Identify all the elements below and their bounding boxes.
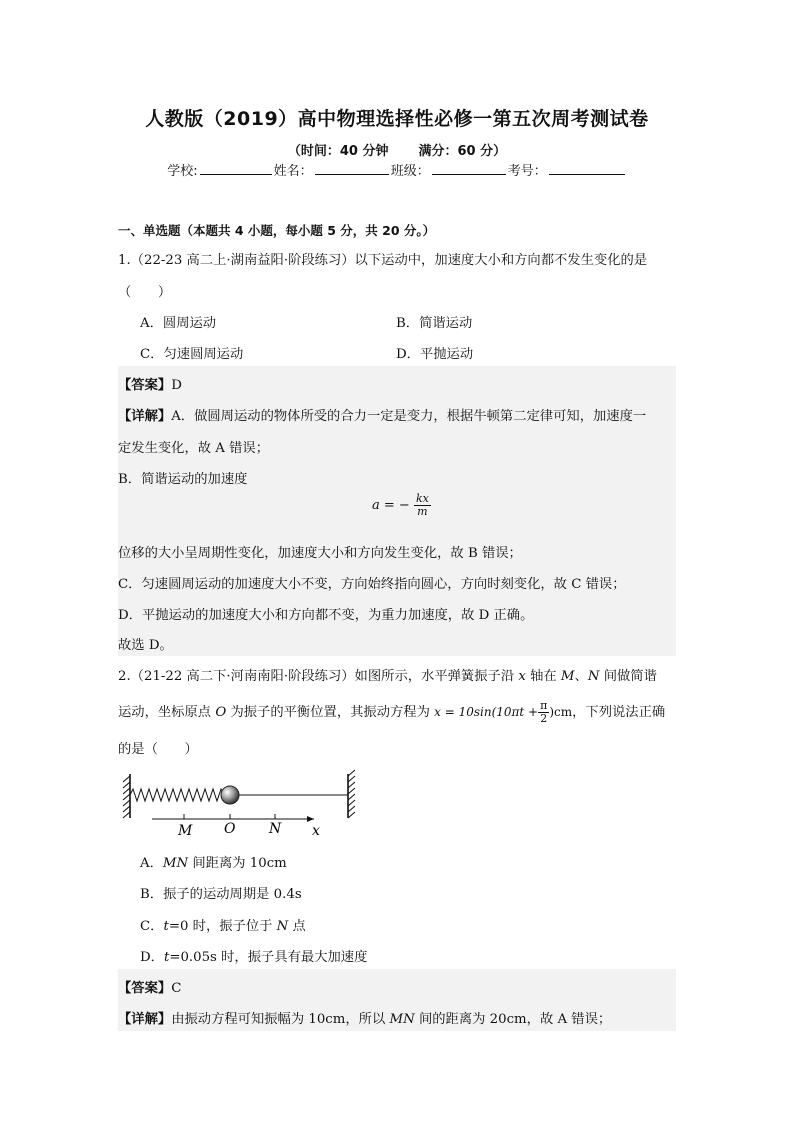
id-blank [549, 160, 625, 175]
exam-full-score: 满分：60 分） [418, 144, 507, 159]
right-wall-hatch [348, 770, 355, 818]
label-m: M [178, 823, 193, 838]
q1-detail-text1: A．做圆周运动的物体所受的合力一定是变力，根据牛顿第二定律可知，加速度一 [171, 409, 647, 424]
q1-detail-line5: C．匀速圆周运动的加速度大小不变，方向始终指向圆心，方向时刻变化，故 C 错误； [118, 577, 626, 592]
q2-equation: x = 10sin(10πt + [434, 705, 539, 719]
q2-answer-value: C [171, 981, 182, 996]
exam-time: （时间：40 分钟 [287, 144, 389, 159]
q1-formula-lhs: a = − [372, 498, 410, 513]
spring-oscillator-figure [118, 766, 368, 838]
q2-stem-line2: 运动，坐标原点 O 为振子的平衡位置，其振动方程为 x = 10sin(10πt + $\frac{\pi}{2}$ )cm，下列说法正确 [118, 699, 666, 725]
exam-title: 人教版（2019）高中物理选择性必修一第五次周考测试卷 [145, 108, 649, 130]
q2-detail-label: 【详解】 [118, 1012, 172, 1027]
q2-detail-line1: 【详解】由振动方程可知振幅为 10cm，所以 MN 间的距离为 20cm，故 A 错误； [118, 1012, 612, 1027]
q1-answer [118, 374, 182, 393]
name-blank [315, 160, 389, 175]
school-blank [200, 160, 272, 175]
q2-stem-line1: 2.（21-22 高二下·河南南阳·阶段练习）如图所示，水平弹簧振子沿 x 轴在 M、N 间做简谐 [118, 669, 657, 684]
q1-formula-num: kx [415, 492, 429, 505]
q1-stem-line2: （ ） [118, 285, 172, 300]
label-o: O [224, 821, 236, 837]
q1-option-d: D．平抛运动 [396, 347, 474, 362]
q1-answer-value: D [171, 378, 182, 393]
q2-stem-line3: 的是（ ） [118, 742, 198, 757]
class-blank [432, 160, 506, 175]
section-heading: 一、单选题（本题共 4 小题，每小题 5 分，共 20 分。） [118, 223, 436, 238]
q2-option-c: C．t=0 时，振子位于 N 点 [140, 919, 306, 934]
q1-detail-line6: D．平抛运动的加速度大小和方向都不变，为重力加速度，故 D 正确。 [118, 608, 534, 623]
label-n: N [269, 821, 282, 837]
q1-option-c: C．匀速圆周运动 [140, 347, 244, 362]
spring [130, 789, 225, 801]
q1-stem-line1: 1.（22-23 高二上·湖南益阳·阶段练习）以下运动中，加速度大小和方向都不发生变化的是 [118, 253, 648, 268]
student-info-row [0, 160, 794, 179]
q2-option-b: B．振子的运动周期是 0.4s [140, 887, 302, 902]
q1-answer-label: 【答案】 [118, 378, 172, 393]
q2-answer-label: 【答案】 [118, 981, 172, 996]
name-label: 姓名： [273, 164, 313, 179]
q1-detail-line7: 故选 D。 [118, 638, 173, 653]
q1-formula-fraction [414, 493, 431, 518]
q1-option-a: A．圆周运动 [140, 316, 217, 331]
exam-time-score [0, 140, 794, 159]
q1-detail-line2: 定发生变化，故 A 错误； [118, 441, 270, 456]
id-label: 考号： [507, 164, 547, 179]
q1-formula-den: m [417, 505, 428, 518]
label-x: x [312, 823, 320, 838]
school-label: 学校: [167, 164, 198, 179]
q2-option-a: A．MN 间距离为 10cm [140, 856, 287, 871]
q1-detail-line3: B．简谐运动的加速度 [118, 472, 248, 487]
q1-option-b: B．简谐运动 [396, 316, 473, 331]
left-wall-hatch [123, 776, 130, 818]
q1-detail-label: 【详解】 [118, 409, 172, 424]
q1-formula [372, 493, 431, 518]
q1-detail-line4: 位移的大小呈周期性变化，加速度大小和方向发生变化，故 B 错误； [118, 546, 522, 561]
oscillator-ball [221, 786, 239, 804]
q1-detail-line1 [118, 405, 646, 424]
q2-equation-fraction: $\frac{\pi}{2}$ [540, 699, 548, 725]
class-label: 班级： [390, 164, 430, 179]
q2-option-d: D．t=0.05s 时，振子具有最大加速度 [140, 950, 368, 965]
q2-answer [118, 977, 181, 996]
x-axis-arrow [307, 816, 314, 822]
